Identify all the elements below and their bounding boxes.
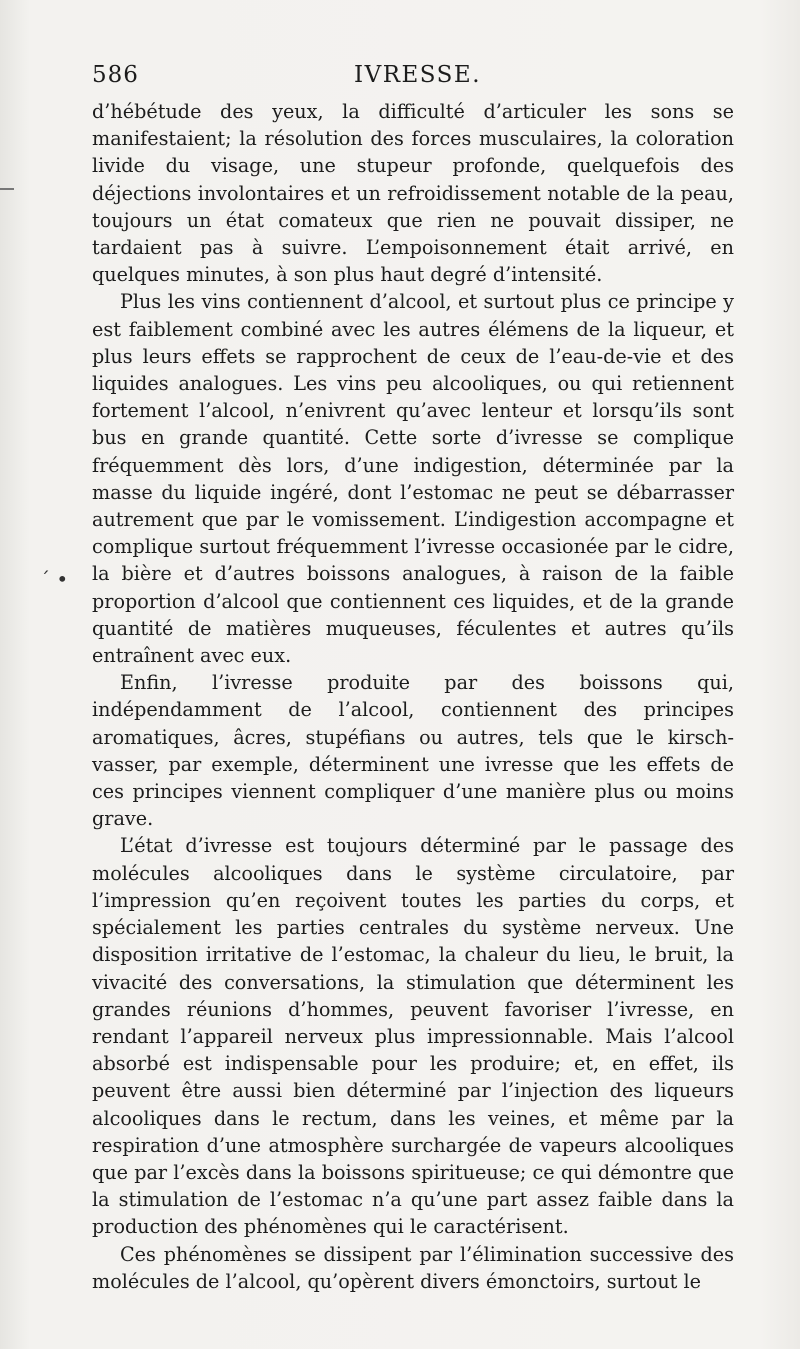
page-number: 586: [92, 62, 139, 88]
paragraph-aromatic-drinks: Enfin, l’ivresse produite par des boissons qui, indépendamment de l’alcool, contiennent des principes aromatiques, âcres, stupéfians ou autres, tels que le kirsch-vasser, par exemple, déterminent une ivresse que les effets de ces principes viennent compliquer d’une manière plus ou moins grave.: [92, 671, 734, 831]
margin-rule-mark: [0, 188, 14, 190]
paragraph-circulation: L’état d’ivresse est toujours déterminé par le passage des molécules alcooliques dans le système circulatoire, par l’impression qu’en reçoivent toutes les parties du corps, et spécialement les parties centrales du système nerveux. Une disposition irritative de l’estomac, la chaleur du lieu, le bruit, la vivacité des conversations, la stimulation que déterminent les grandes réunions d’hommes, peuvent favoriser l’ivresse, en rendant l’appareil nerveux plus impressionnable. Mais l’alcool absorbé est indispensable pour les produire; et, en effet, ils peuvent être aussi bien déterminé par l’injection des liqueurs alcooliques dans le rectum, dans les veines, et même par la respiration d’une atmosphère surchargée de vapeurs alcooliques que par l’excès dans la boissons spiritueuse; ce qui démontre que la stimulation de l’estomac n’a qu’une part assez faible dans la production des phénomènes qui le caractérisent.: [92, 834, 734, 1239]
running-header: [92, 58, 734, 98]
paragraph-continuation: d’hébétude des yeux, la difficulté d’articuler les sons se manifestaient; la résolution des forces musculaires, la coloration livide du visage, une stupeur profonde, quelquefois des déjections involontaires et un refroidissement notable de la peau, toujours un état comateux que rien ne pouvait dissiper, ne tardaient pas à suivre. L’empoisonnement était arrivé, en quelques minutes, à son plus haut degré d’intensité.: [92, 100, 734, 287]
paragraph-wine-alcohol: Plus les vins contiennent d’alcool, et surtout plus ce principe y est faiblement combiné avec les autres élémens de la liqueur, et plus leurs effets se rapprochent de ceux de l’eau-de-vie et des liquides analogues. Les vins peu alcooliques, ou qui retiennent fortement l’alcool, n’enivrent qu’avec lenteur et lorsqu’ils sont bus en grande quantité. Cette sorte d’ivresse se complique fréquemment dès lors, d’une indigestion, déterminée par la masse du liquide ingéré, dont l’estomac ne peut se débarrasser autrement que par le vomissement. L’indigestion accompagne et complique surtout fréquemment l’ivresse occasionée par le cidre, la bière et d’autres boissons analogues, à raison de la faible proportion d’alcool que contiennent ces liquides, et de la grande quantité de matières muqueuses, féculentes et autres qu’ils entraînent avec eux.: [92, 290, 734, 668]
paragraph-elimination: Ces phénomènes se dissipent par l’élimination successive des molécules de l’alcool, qu’opèrent divers émonctoirs, surtout le: [92, 1242, 734, 1293]
page-text-block: [92, 58, 734, 1295]
running-title: IVRESSE.: [354, 62, 482, 88]
margin-ink-mark: ˊ •: [40, 567, 69, 591]
